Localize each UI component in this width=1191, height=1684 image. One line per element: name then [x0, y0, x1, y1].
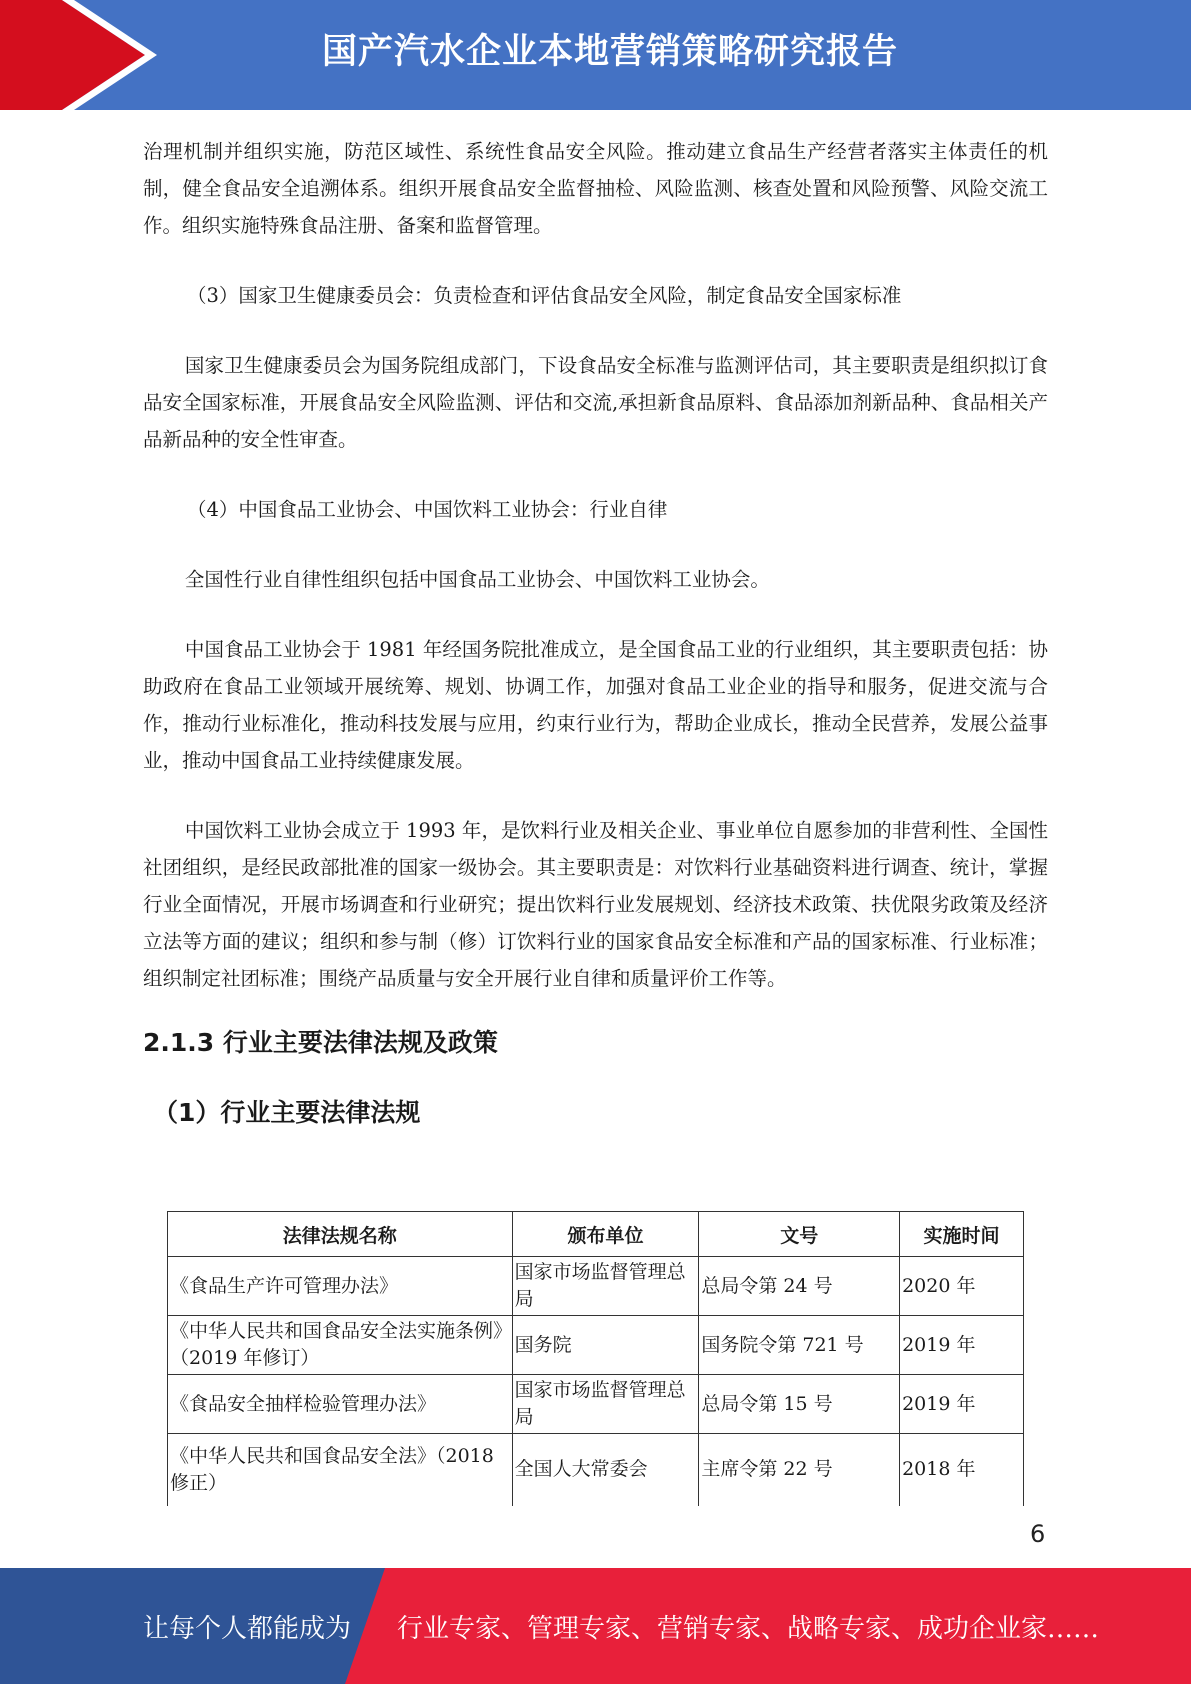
report-header [0, 0, 1191, 110]
page-content [143, 133, 1048, 1133]
footer-slogan-left: 让每个人都能成为 [143, 1614, 352, 1644]
column-header: 文号 [699, 1212, 900, 1257]
subsection-3-heading: （3）国家卫生健康委员会：负责检查和评估食品安全风险，制定食品安全国家标准 [187, 284, 902, 307]
effective-date-cell: 2018 年 [900, 1434, 1024, 1506]
law-name-cell: 《食品安全抽样检验管理办法》 [168, 1375, 513, 1434]
table-row [168, 1316, 1024, 1375]
doc-number-cell: 总局令第 24 号 [699, 1257, 900, 1316]
paragraph-beverage-association: 中国饮料工业协会成立于 1993 年，是饮料行业及相关企业、事业单位自愿参加的非营利性、全国性社团组织，是经民政部批准的国家一级协会。其主要职责是：对饮料行业基础资料进行调查、统计，掌握行业全面情况，开展市场调查和行业研究；提出饮料行业发展规划、经济技术政策、扶优限劣政策及经济立法等方面的建议；组织和参与制（修）订饮料行业的国家食品安全标准和产品的国家标准、行业标准；组织制定社团标准；围绕产品质量与安全开展行业自律和质量评价工作等。 [143, 819, 1048, 990]
column-header: 实施时间 [900, 1212, 1024, 1257]
subsection-4-heading: （4）中国食品工业协会、中国饮料工业协会：行业自律 [187, 498, 668, 521]
laws-table [167, 1211, 1024, 1506]
issuer-cell: 国务院 [512, 1316, 699, 1375]
subsection-heading: （1）行业主要法律法规 [153, 1098, 421, 1127]
table-row [168, 1375, 1024, 1434]
report-footer [0, 1568, 1191, 1684]
table-row [168, 1434, 1024, 1506]
issuer-cell: 全国人大常委会 [512, 1434, 699, 1506]
law-name-cell: 《中华人民共和国食品安全法实施条例》（2019 年修订） [168, 1316, 513, 1375]
report-title: 国产汽水企业本地营销策略研究报告 [321, 32, 898, 72]
table-row [168, 1257, 1024, 1316]
issuer-cell: 国家市场监督管理总局 [512, 1375, 699, 1434]
paragraph-food-industry-association: 中国食品工业协会于 1981 年经国务院批准成立，是全国食品工业的行业组织，其主要职责包括：协助政府在食品工业领域开展统筹、规划、协调工作，加强对食品工业企业的指导和服务，促进交流与合作，推动行业标准化，推动科技发展与应用，约束行业行为，帮助企业成长，推动全民营养，发展公益事业，推动中国食品工业持续健康发展。 [143, 638, 1048, 772]
law-name-cell: 《中华人民共和国食品安全法》（2018 修正） [168, 1434, 513, 1506]
paragraph-self-regulation: 全国性行业自律性组织包括中国食品工业协会、中国饮料工业协会。 [184, 568, 770, 591]
issuer-cell: 国家市场监督管理总局 [512, 1257, 699, 1316]
paragraph-continued: 治理机制并组织实施，防范区域性、系统性食品安全风险。推动建立食品生产经营者落实主体责任的机制，健全食品安全追溯体系。组织开展食品安全监督抽检、风险监测、核查处置和风险预警、风险交流工作。组织实施特殊食品注册、备案和监督管理。 [143, 140, 1048, 237]
section-heading: 2.1.3 行业主要法律法规及政策 [143, 1028, 498, 1057]
column-header: 颁布单位 [512, 1212, 699, 1257]
column-header: 法律法规名称 [168, 1212, 513, 1257]
page-number: 6 [1030, 1520, 1046, 1548]
doc-number-cell: 总局令第 15 号 [699, 1375, 900, 1434]
law-name-cell: 《食品生产许可管理办法》 [168, 1257, 513, 1316]
paragraph-health-commission: 国家卫生健康委员会为国务院组成部门，下设食品安全标准与监测评估司，其主要职责是组织拟订食品安全国家标准，开展食品安全风险监测、评估和交流,承担新食品原料、食品添加剂新品种、食品相关产品新品种的安全性审查。 [143, 354, 1048, 451]
doc-number-cell: 国务院令第 721 号 [699, 1316, 900, 1375]
effective-date-cell: 2019 年 [900, 1375, 1024, 1434]
effective-date-cell: 2020 年 [900, 1257, 1024, 1316]
effective-date-cell: 2019 年 [900, 1316, 1024, 1375]
table-header-row [168, 1212, 1024, 1257]
doc-number-cell: 主席令第 22 号 [699, 1434, 900, 1506]
footer-slogan-right: 行业专家、管理专家、营销专家、战略专家、成功企业家…… [397, 1614, 1100, 1644]
